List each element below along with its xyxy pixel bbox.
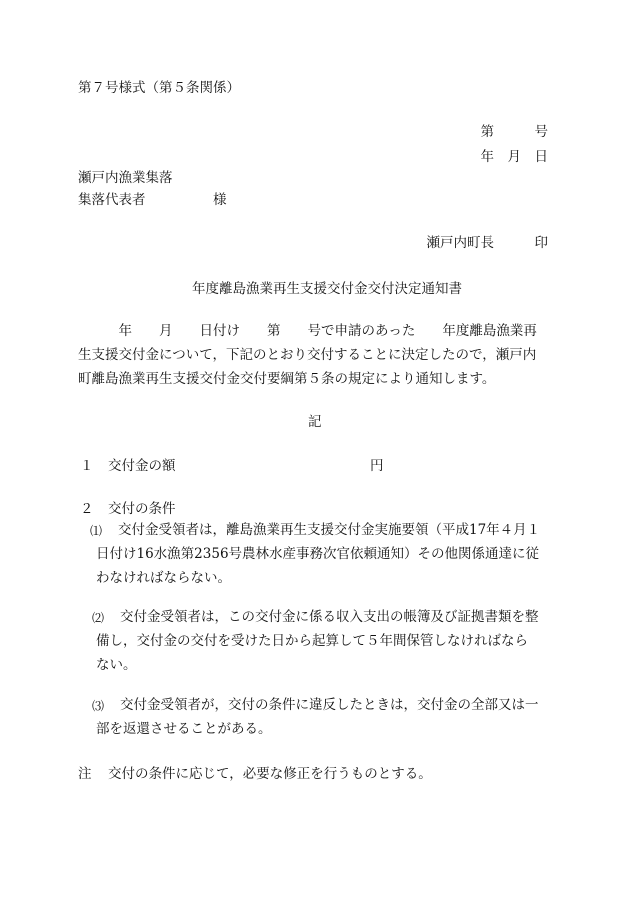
body-line-3: 町離島漁業再生支援交付金交付要綱第５条の規定により通知します。 bbox=[78, 371, 496, 387]
body-line-2: 生支援交付金について，下記のとおり交付することに決定したので，瀬戸内 bbox=[78, 347, 537, 363]
condition-3-line-1: 交付金受領者が，交付の条件に違反したときは，交付金の全部又は一 bbox=[120, 697, 539, 713]
item-1-unit: 円 bbox=[370, 458, 384, 474]
note-text: 交付の条件に応じて，必要な修正を行うものとする。 bbox=[108, 766, 432, 782]
condition-3-line-2: 部を返還させることがある。 bbox=[96, 721, 272, 737]
condition-1-line-3: わなければならない。 bbox=[96, 570, 231, 586]
recipient-line-1: 瀬戸内漁業集落 bbox=[78, 170, 173, 186]
item-2-number: ２ bbox=[80, 501, 94, 517]
condition-1-line-2: 日付け16水漁第2356号農林水産事務次官依頼通知）その他関係通達に従 bbox=[96, 546, 540, 562]
document-title: 年度離島漁業再生支援交付金交付決定通知書 bbox=[192, 281, 462, 297]
condition-3-marker: ⑶ bbox=[92, 699, 105, 713]
condition-1-line-1: 交付金受領者は，離島漁業再生支援交付金実施要領（平成17年４月１ bbox=[118, 522, 541, 538]
condition-2-line-3: ない。 bbox=[96, 657, 137, 673]
condition-2-line-2: 備し，交付金の交付を受けた日から起算して５年間保管しなければなら bbox=[96, 633, 528, 649]
item-2-label: 交付の条件 bbox=[108, 501, 176, 517]
condition-2-marker: ⑵ bbox=[92, 611, 105, 625]
recipient-line-2: 集落代表者 様 bbox=[78, 192, 227, 208]
document-number: 第 号 bbox=[480, 124, 548, 140]
item-1-number: １ bbox=[80, 458, 94, 474]
condition-2-line-1: 交付金受領者は，この交付金に係る収入支出の帳簿及び証拠書類を整 bbox=[120, 609, 539, 625]
note-label: 注 bbox=[78, 766, 92, 782]
ki-heading: 記 bbox=[308, 414, 322, 430]
sender: 瀬戸内町長 印 bbox=[426, 235, 548, 251]
document-date: 年 月 日 bbox=[480, 149, 548, 165]
item-1-label: 交付金の額 bbox=[108, 458, 176, 474]
condition-1-marker: ⑴ bbox=[90, 524, 103, 538]
form-label: 第７号様式（第５条関係） bbox=[78, 80, 240, 96]
body-line-1: 年 月 日付け 第 号で申請のあった 年度離島漁業再 bbox=[78, 323, 537, 339]
